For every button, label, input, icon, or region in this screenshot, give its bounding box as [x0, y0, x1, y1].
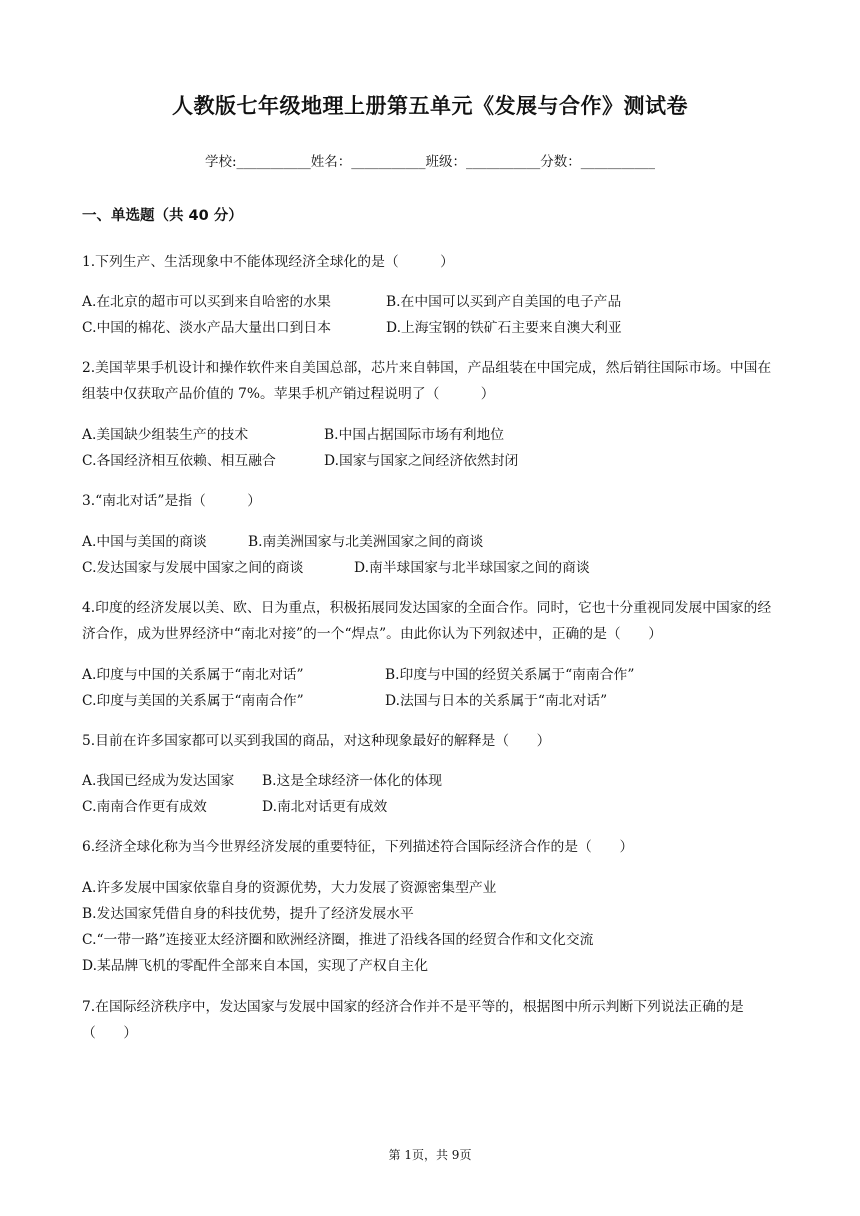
question-5-option-d: D.南北对话更有成效 [262, 799, 388, 815]
question-6-option-d: D.某品牌飞机的零配件全部来自本国，实现了产权自主化 [82, 958, 429, 974]
question-5-option-a: A.我国已经成为发达国家 [82, 773, 235, 789]
question-1-option-b: B.在中国可以买到产自美国的电子产品 [386, 294, 622, 310]
question-1-options-row-2 [82, 315, 782, 341]
question-1-option-c: C.中国的棉花、淡水产品大量出口到日本 [82, 320, 331, 336]
question-2-options-row-1 [82, 422, 782, 448]
question-7-stem: 7.在国际经济秩序中，发达国家与发展中国家的经济合作并不是平等的，根据图中所示判断下列说法正确的是（ ） [82, 999, 744, 1041]
question-4-options-row-1 [82, 662, 782, 688]
question-6-option-a: A.许多发展中国家依靠自身的资源优势，大力发展了资源密集型产业 [82, 880, 497, 896]
page-footer: 第 1页，共 9页 [388, 1148, 472, 1162]
question-3-option-d: D.南半球国家与北半球国家之间的商谈 [354, 560, 590, 576]
question-5-option-b: B.这是全球经济一体化的体现 [262, 773, 443, 789]
question-1-options-row-1 [82, 289, 782, 315]
question-2-stem: 2.美国苹果手机设计和操作软件来自美国总部，芯片来自韩国，产品组装在中国完成，然后销往国际市场。中国在组装中仅获取产品价值的 7%。苹果手机产销过程说明了（ ） [82, 360, 772, 402]
question-3-option-b: B.南美洲国家与北美洲国家之间的商谈 [248, 534, 484, 550]
question-2-option-c: C.各国经济相互依赖、相互融合 [82, 453, 276, 469]
question-3-option-c: C.发达国家与发展中国家之间的商谈 [82, 560, 304, 576]
question-5-stem: 5.目前在许多国家都可以买到我国的商品，对这种现象最好的解释是（ ） [82, 733, 551, 749]
question-4-option-b: B.印度与中国的经贸关系属于“南南合作” [385, 667, 635, 683]
question-3-stem: 3.“南北对话”是指（ ） [82, 493, 262, 509]
question-3-options-row-1 [82, 529, 782, 555]
question-6-option-c: C.“一带一路”连接亚太经济圈和欧洲经济圈，推进了沿线各国的经贸合作和文化交流 [82, 932, 594, 948]
question-5-option-c: C.南南合作更有成效 [82, 799, 207, 815]
question-4-option-d: D.法国与日本的关系属于“南北对话” [385, 693, 608, 709]
question-6-stem: 6.经济全球化称为当今世界经济发展的重要特征，下列描述符合国际经济合作的是（ ） [82, 839, 634, 855]
question-4-option-a: A.印度与中国的关系属于“南北对话” [82, 667, 304, 683]
page-title: 人教版七年级地理上册第五单元《发展与合作》测试卷 [172, 94, 688, 118]
question-2-options-row-2 [82, 448, 782, 474]
question-1-stem: 1.下列生产、生活现象中不能体现经济全球化的是（ ） [82, 254, 454, 270]
question-6-option-b: B.发达国家凭借自身的科技优势，提升了经济发展水平 [82, 906, 414, 922]
question-2-option-b: B.中国占据国际市场有利地位 [324, 427, 505, 443]
question-3-option-a: A.中国与美国的商谈 [82, 534, 207, 550]
question-5-options-row-2 [82, 794, 782, 820]
question-3-options-row-2 [82, 555, 782, 581]
question-2-option-a: A.美国缺少组装生产的技术 [82, 427, 249, 443]
question-5-options-row-1 [82, 768, 782, 794]
question-1-option-d: D.上海宝钢的铁矿石主要来自澳大利亚 [386, 320, 622, 336]
question-4-stem: 4.印度的经济发展以美、欧、日为重点，积极拓展同发达国家的全面合作。同时，它也十分重视同发展中国家的经济合作，成为世界经济中“南北对接”的一个“焊点”。由此你认为下列叙述中，正确的是（ ） [82, 600, 772, 642]
section-heading: 一、单选题（共 40 分） [82, 208, 243, 224]
question-4-options-row-2 [82, 688, 782, 714]
question-1-option-a: A.在北京的超市可以买到来自哈密的水果 [82, 294, 331, 310]
question-4-option-c: C.印度与美国的关系属于“南南合作” [82, 693, 304, 709]
question-2-option-d: D.国家与国家之间经济依然封闭 [324, 453, 519, 469]
student-info-line: 学校:___________姓名：___________班级：___________分数：___________ [204, 154, 656, 170]
